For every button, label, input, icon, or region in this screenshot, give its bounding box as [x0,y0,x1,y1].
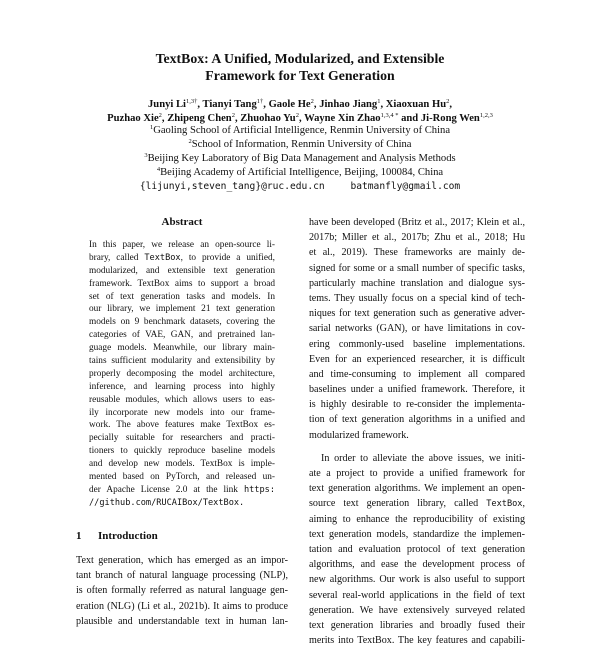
abstract-heading: Abstract [161,216,203,228]
body-text-line: modularized framework. [309,429,409,441]
body-text-line: is often formally referred as natural language gen- [76,585,288,597]
author-list [0,98,600,126]
author-affiliation-mark: 1 [377,98,381,105]
body-text-line: several real-world applications in the field of text [309,589,525,601]
abstract-line: tains sufficient modularity and extensibility by [89,356,275,367]
author-line: Junyi $Li^{1,3\dagger}$, Tianyi Tang$^{1\dagger}$, Gaole He$^2$, Jinhao Jiang$^1$, Xiaoxuan Hu$^2$, [148,98,452,110]
abstract-line: ily incorporate new models into our frame- [89,407,275,418]
abstract-line: our library, we implement 21 text generation [89,304,275,315]
abstract-line: work. The above features make TextBox es- [89,420,275,431]
title-line: TextBox: A Unified, Modularized, and Extensible [155,51,445,66]
body-text-line: algorithms, and ease the development process of [309,559,525,571]
author-affiliation-mark: 2 [158,112,162,119]
body-text-line: 2017b; Miller et al., 2017b; Zhu et al., 2018; Hu [309,232,525,244]
author-affiliation-mark: 1,2,3 [479,112,493,119]
affiliation-number: 1 [149,124,154,131]
body-text-line: niques for text generation such as generative adver- [309,308,525,320]
author-name: Xiaoxuan Hu [385,99,447,110]
author-affiliation-mark: 1,3† [185,98,198,105]
section-title: Introduction [98,530,158,542]
abstract-line: der Apache License 2.0 at the link https: [89,484,275,495]
author-affiliation-mark: 2 [446,98,450,105]
title-line: Framework for Text Generation [205,68,395,83]
abstract-line: tioners to quickly reproduce baseline models [89,446,275,457]
email-list [0,181,600,192]
body-text-line: particularly machine translation and dialogue sys- [309,277,525,289]
body-text-line: plausible and understandable text in human lan- [76,615,288,627]
section-number: 1 [76,530,82,542]
body-text-line: have been developed (Britz et al., 2017; Klein et al., [309,217,525,228]
body-text-line: eration (NLG) (Li et al., 2021b). It aims to produce [76,600,288,612]
author-affiliation-mark: 1,3,4 * [380,112,399,119]
email-address[interactable]: batmanfly@gmail.com [350,181,461,192]
author-affiliation-mark: 2 [295,112,299,119]
author-affiliation-mark: 2 [231,112,235,119]
body-text-line: text generation algorithms. We implement an open- [309,483,525,495]
body-text-line: source text generation library, called TextBox, [309,498,525,510]
abstract-line: In this paper, we release an open-source li- [89,240,275,250]
paper-title [0,50,600,84]
abstract-line: and develop new models. TextBox is imple- [89,459,275,470]
body-text-line: new algorithms. Our work is also useful to support [309,574,525,586]
affiliation-text: Beijing Academy of Artificial Intelligence, Beijing, 100084, China [160,167,444,178]
body-text-line: generation. We have extensively surveyed related [309,604,525,616]
affiliation-text: School of Information, Renmin University of China [191,139,412,150]
affiliation-text: Gaoling School of Artificial Intelligence, Renmin University of China [153,125,451,136]
body-text-line: et al., 2019). These frameworks are mainly de- [309,247,525,259]
affiliation [0,152,600,166]
email-address[interactable]: {lijunyi,steven_tang}@ruc.edu.cn [139,181,325,192]
body-text-line: text generation libraries and broadly fused their [309,619,525,631]
right-column-body [309,215,525,648]
abstract-line: mented based on PyTorch, and released un- [89,472,275,483]
body-text-line: is highly desirable to re-consider the implementa- [309,399,525,411]
affiliation [0,124,600,138]
body-text-line: ering commonly-used baseline implementations. [309,338,525,350]
body-text-line: ate a project to provide a unified framework for [309,468,525,479]
abstract-line: properly decomposing the model architecture, [89,368,275,379]
author-name: Zhipeng Chen [167,113,232,124]
author-name: Junyi Li [148,99,186,110]
abstract-line: reusable modules, which allows users to eas- [89,394,275,405]
author-name: Zhuohao Yu [240,113,296,124]
author-line: Puzhao Xie$^2$, Zhipeng Chen$^2$, Zhuohao Yu$^2$, Wayne Xin Zhao$^{1,3,4 *}$ and Ji-Rong Wen$^{1,2,3}$ [107,112,493,124]
body-text-line: text generation models, standardize the implemen- [309,528,525,540]
body-text-line: signed for some or a small number of specific tasks, [309,262,525,274]
body-text-line: tation and evaluation protocol of text generation [309,543,525,555]
abstract-line: //github.com/RUCAIBox/TextBox. [89,497,245,508]
section-heading [76,530,158,542]
affiliation-number: 4 [156,166,161,173]
abstract-line: set of text generation tasks and models. In [89,291,275,302]
body-text-line: and time-consuming to implement all compared [309,368,525,380]
body-text-line: aiming to enhance the reproducibility of existing [309,513,525,525]
author-name: Wayne Xin Zhao [304,113,381,124]
abstract-line: brary, called TextBox, to provide a unified, [89,252,275,263]
abstract-line: framework. TextBox aims to support a broad [89,278,275,289]
abstract-line: inference, and learning process into highly [89,381,275,392]
left-column-body [76,553,288,629]
abstract-line: pecially suitable for researchers and practi- [89,433,275,444]
body-text-line: sarial networks (GAN), or have limitations in cov- [309,323,525,335]
author-name: Jinhao Jiang [319,99,378,110]
affiliation-list [0,124,600,180]
affiliation [0,166,600,180]
author-affiliation-mark: 2 [310,98,314,105]
body-text-line: tems. They usually focus on a special kind of tech- [309,292,525,304]
abstract-line: modularized, and extensible text generation [89,265,275,276]
body-text-line: tant branch of natural language processing (NLP), [76,570,288,582]
author-name: Ji-Rong Wen [420,113,480,124]
author-name: Tianyi Tang [202,99,257,110]
abstract-line: models on 9 benchmark datasets, covering the [89,317,275,328]
body-text-line: merits into TextBox. The key features and capabili- [309,635,525,647]
body-text-line: baselines under a unified framework. Therefore, it [309,384,525,396]
body-text-line: In order to alleviate the above issues, we initi- [321,452,525,464]
affiliation [0,138,600,152]
affiliation-number: 3 [144,152,148,159]
abstract-body [89,239,275,510]
body-text-line: Even for an experienced researcher, it is difficult [309,353,525,365]
abstract-line: categories of VAE, GAN, and pretrained lan- [89,330,275,341]
author-affiliation-mark: 1† [256,98,264,105]
body-text-line: tion of text generation algorithms in a unified and [309,414,525,426]
author-name: Puzhao Xie [107,113,159,124]
author-name: Gaole He [268,99,311,110]
abstract-line: guage models. Meanwhile, our library main- [89,343,275,354]
affiliation-number: 2 [188,138,192,145]
affiliation-text: Beijing Key Laboratory of Big Data Management and Analysis Methods [147,153,456,164]
body-text-line: Text generation, which has emerged as an impor- [76,555,288,566]
